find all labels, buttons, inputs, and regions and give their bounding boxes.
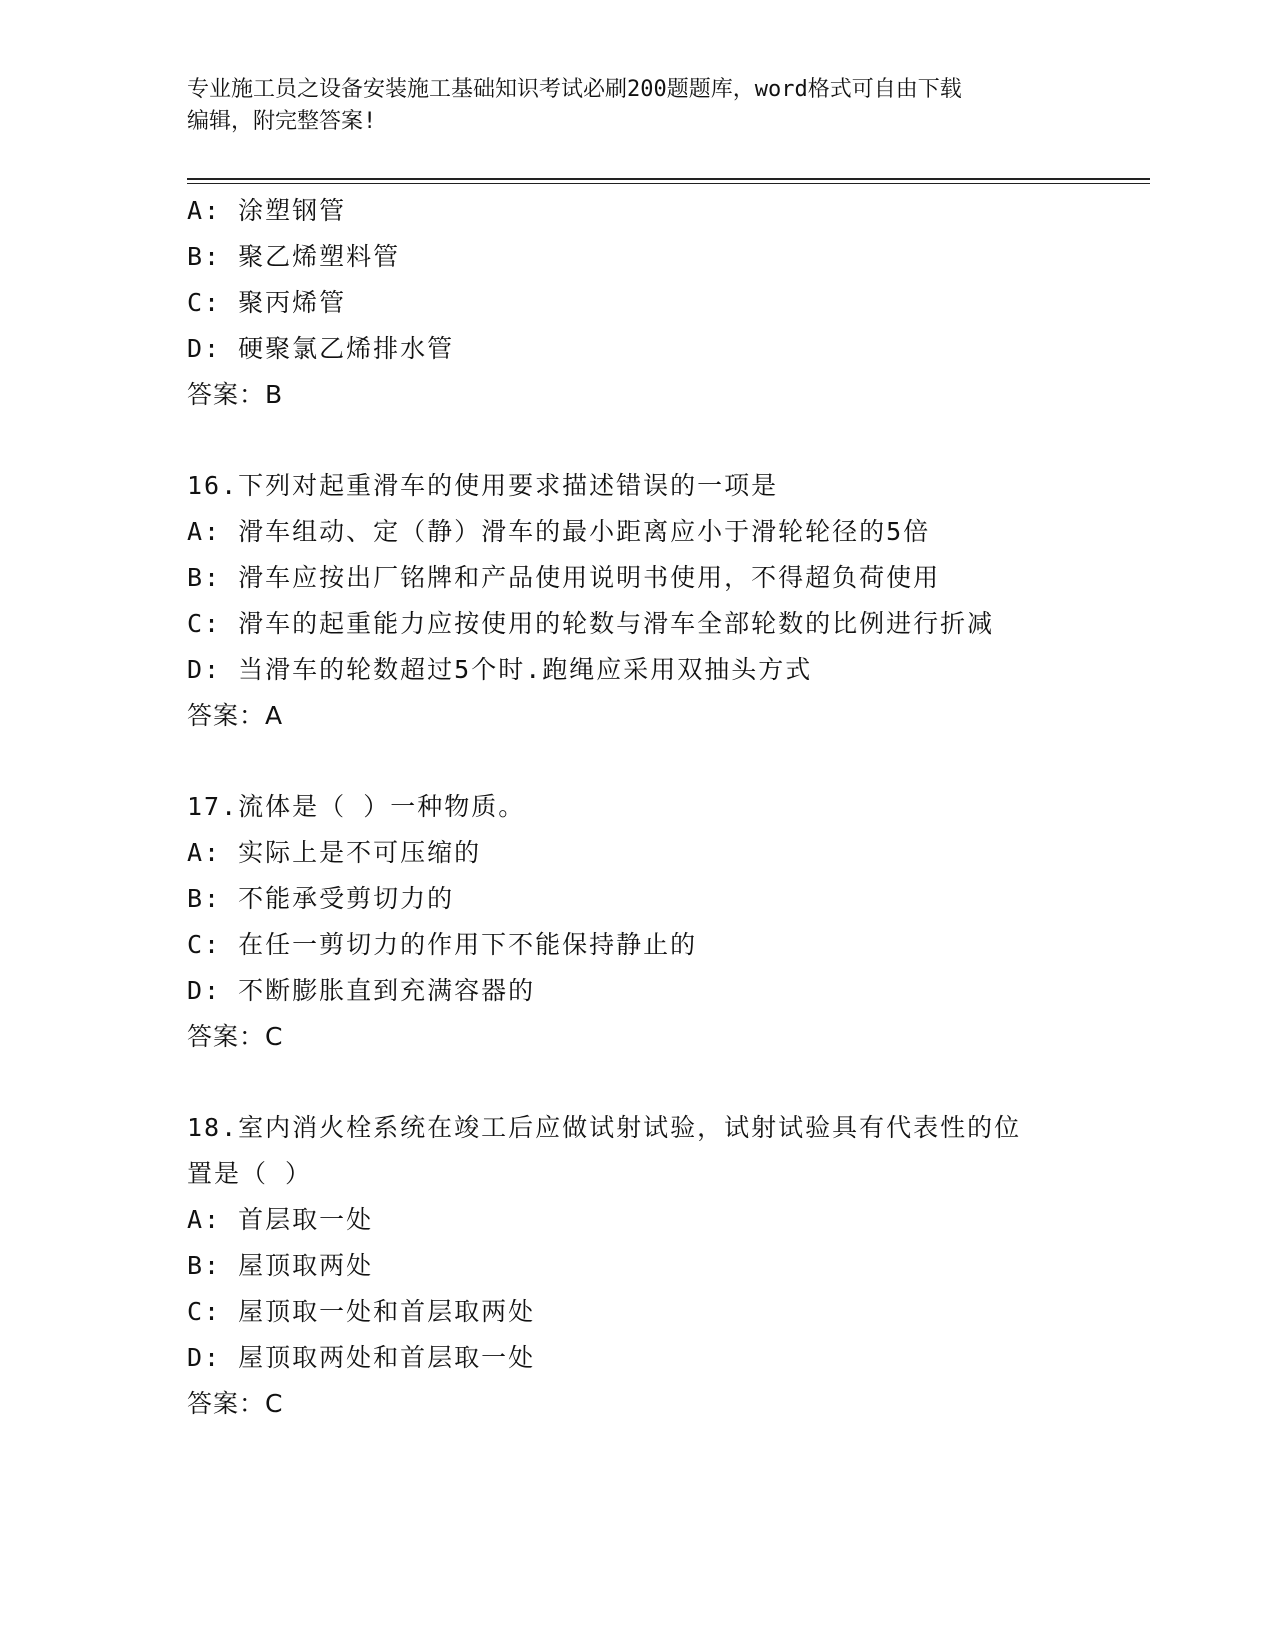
question-text: 16.下列对起重滑车的使用要求描述错误的一项是 [187,471,779,500]
option-d: D: 屋顶取两处和首层取一处 [187,1343,536,1372]
option-c: C: 在任一剪切力的作用下不能保持静止的 [187,930,698,959]
answer-line: 答案：A [187,701,284,730]
option-d: D: 硬聚氯乙烯排水管 [187,334,455,363]
document-header [187,74,1067,138]
option-a: A: 实际上是不可压缩的 [187,838,482,867]
question-list [187,188,1087,1427]
question-18 [187,1105,1087,1427]
header-title-line-1: 专业施工员之设备安装施工基础知识考试必刷200题题库，word格式可自由下载 [187,77,962,102]
option-d: D: 当滑车的轮数超过5个时.跑绳应采用双抽头方式 [187,655,813,684]
option-b: B: 聚乙烯塑料管 [187,242,401,271]
option-a: A: 首层取一处 [187,1205,374,1234]
question-text-line-1: 18.室内消火栓系统在竣工后应做试射试验，试射试验具有代表性的位 [187,1113,1022,1142]
question-15 [187,188,1087,418]
option-b: B: 不能承受剪切力的 [187,884,455,913]
header-title-line-2: 编辑，附完整答案! [187,109,377,134]
question-17 [187,784,1087,1060]
option-c: C: 屋顶取一处和首层取两处 [187,1297,536,1326]
header-divider-thick [187,178,1150,180]
header-divider-thin [187,183,1150,184]
option-c: C: 聚丙烯管 [187,288,347,317]
answer-line: 答案：C [187,1389,284,1418]
question-text: 17.流体是（ ）一种物质。 [187,792,526,821]
answer-line: 答案：B [187,380,284,409]
option-b: B: 屋顶取两处 [187,1251,374,1280]
option-a: A: 滑车组动、定（静）滑车的最小距离应小于滑轮轮径的5倍 [187,517,931,546]
option-d: D: 不断膨胀直到充满容器的 [187,976,536,1005]
option-c: C: 滑车的起重能力应按使用的轮数与滑车全部轮数的比例进行折减 [187,609,995,638]
option-a: A: 涂塑钢管 [187,196,347,225]
question-text-line-2: 置是（ ） [187,1159,313,1188]
option-b: B: 滑车应按出厂铭牌和产品使用说明书使用，不得超负荷使用 [187,563,941,592]
answer-line: 答案：C [187,1022,284,1051]
question-16 [187,463,1087,739]
